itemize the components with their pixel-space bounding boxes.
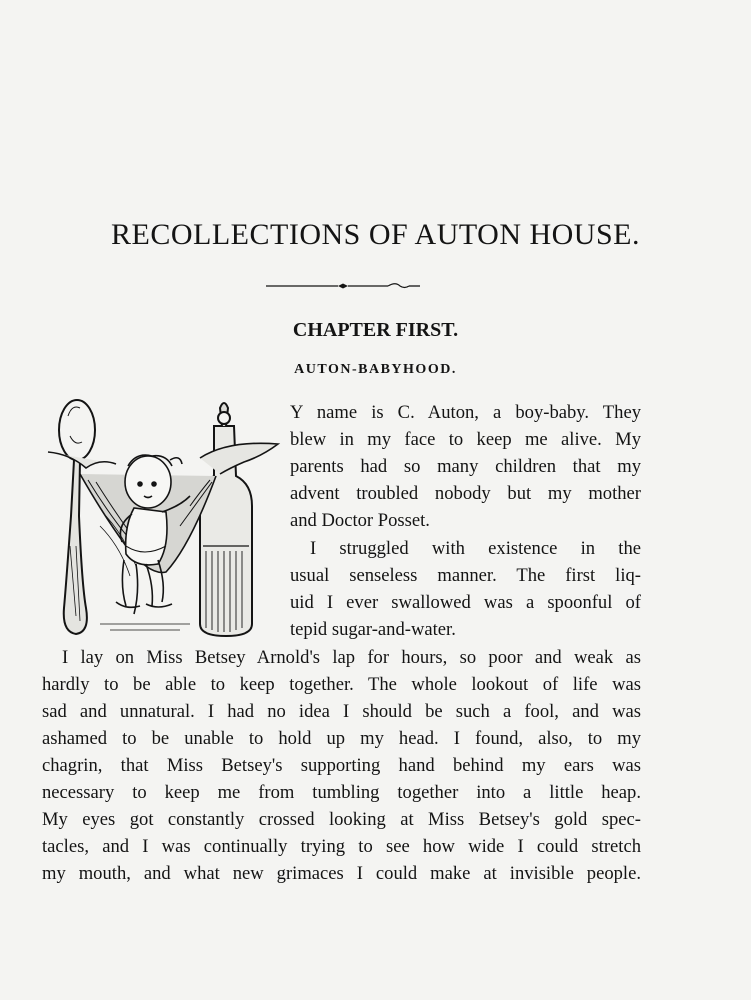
floor-hatching	[100, 624, 190, 630]
text-line: I struggled with existence in the	[310, 538, 641, 559]
text-line: and Doctor Posset.	[290, 510, 430, 531]
chapter-subheading: AUTON-BABYHOOD.	[294, 362, 457, 377]
text-line: chagrin, that Miss Betsey's supporting hand behind my ears was	[42, 755, 641, 776]
text-line: parents had so many children that my	[290, 456, 641, 477]
text-line: advent troubled nobody but my mother	[290, 483, 641, 504]
text-line: my mouth, and what new grimaces I could make at invisible people.	[42, 863, 641, 884]
text-line: ashamed to be unable to hold up my head. I found, also, to my	[42, 728, 641, 749]
text-line: necessary to keep me from tumbling together into a little heap.	[42, 782, 641, 803]
text-line: tacles, and I was continually trying to see how wide I could stretch	[42, 836, 641, 857]
page-title: RECOLLECTIONS OF AUTON HOUSE.	[111, 218, 640, 251]
spoon-illustration	[59, 400, 95, 634]
chapter-heading: CHAPTER FIRST.	[292, 319, 459, 341]
text-line: usual senseless manner. The first liq-	[290, 565, 641, 586]
text-line: My eyes got constantly crossed looking at Miss Betsey's gold spec-	[42, 809, 641, 830]
text-line: sad and unnatural. I had no idea I should be such a fool, and was	[42, 701, 641, 722]
text-line: hardly to be able to keep together. The whole lookout of life was	[42, 674, 641, 695]
text-line: I lay on Miss Betsey Arnold's lap for hours, so poor and weak as	[62, 647, 641, 668]
text-line: blew in my face to keep me alive. My	[290, 429, 641, 450]
text-line: uid I ever swallowed was a spoonful of	[290, 592, 641, 613]
text-line: Y name is C. Auton, a boy-baby. They	[290, 402, 641, 423]
bottle-illustration	[200, 403, 252, 636]
ornamental-rule	[266, 279, 420, 293]
text-line: tepid sugar-and-water.	[290, 619, 456, 640]
illustrated-initial-m	[40, 396, 288, 642]
